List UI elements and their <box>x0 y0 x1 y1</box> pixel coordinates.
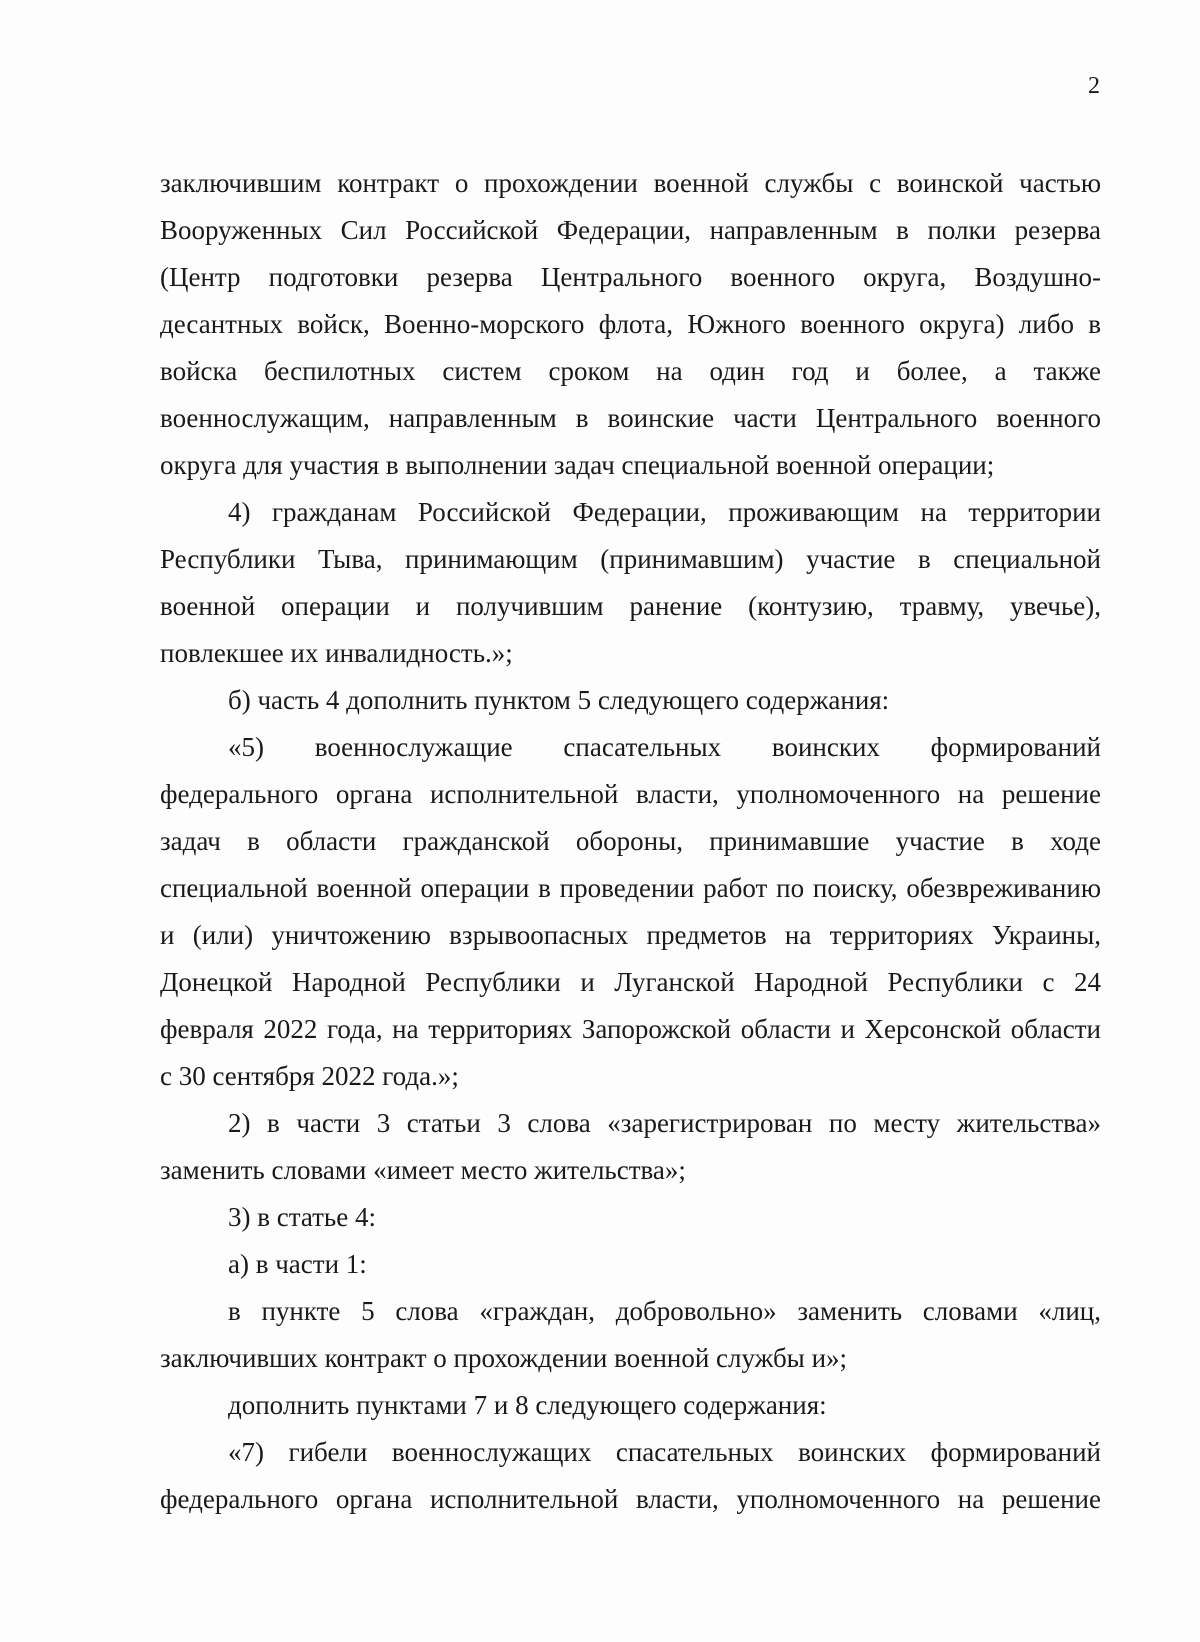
document-body <box>160 160 1101 1523</box>
text-line: военнослужащим, направленным в воинские части Центрального военного <box>160 403 1101 433</box>
text-line: б) часть 4 дополнить пунктом 5 следующего содержания: <box>228 685 890 715</box>
text-line: а) в части 1: <box>228 1249 367 1279</box>
text-line: февраля 2022 года, на территориях Запорожской области и Херсонской области <box>160 1014 1101 1044</box>
text-line: федерального органа исполнительной власти, уполномоченного на решение <box>160 1484 1101 1514</box>
text-line: 4) гражданам Российской Федерации, проживающим на территории <box>228 497 1101 527</box>
text-line: 3) в статье 4: <box>228 1202 376 1232</box>
text-line: 2) в части 3 статьи 3 слова «зарегистрирован по месту жительства» <box>228 1108 1101 1138</box>
text-line: и (или) уничтожению взрывоопасных предметов на территориях Украины, <box>160 920 1101 950</box>
page-number: 2 <box>1088 73 1100 99</box>
text-line: войска беспилотных систем сроком на один год и более, а также <box>160 356 1101 386</box>
text-line: (Центр подготовки резерва Центрального военного округа, Воздушно- <box>160 262 1101 292</box>
text-line: Донецкой Народной Республики и Луганской Народной Республики с 24 <box>160 967 1101 997</box>
text-line: десантных войск, Военно-морского флота, Южного военного округа) либо в <box>160 309 1101 339</box>
text-line: с 30 сентября 2022 года.»; <box>160 1061 459 1091</box>
text-line: специальной военной операции в проведении работ по поиску, обезвреживанию <box>160 873 1101 903</box>
text-line: федерального органа исполнительной власти, уполномоченного на решение <box>160 779 1101 809</box>
text-line: округа для участия в выполнении задач специальной военной операции; <box>160 450 995 480</box>
text-line: заключивших контракт о прохождении военной службы и»; <box>160 1343 848 1373</box>
text-line: военной операции и получившим ранение (контузию, травму, увечье), <box>160 591 1101 621</box>
text-line: Республики Тыва, принимающим (принимавшим) участие в специальной <box>160 544 1101 574</box>
text-line: повлекшее их инвалидность.»; <box>160 638 513 668</box>
text-line: заключившим контракт о прохождении военной службы с воинской частью <box>160 168 1101 198</box>
text-line: дополнить пунктами 7 и 8 следующего содержания: <box>228 1390 827 1420</box>
text-line: «5) военнослужащие спасательных воинских формирований <box>228 732 1101 762</box>
text-line: «7) гибели военнослужащих спасательных воинских формирований <box>228 1437 1101 1467</box>
text-line: задач в области гражданской обороны, принимавшие участие в ходе <box>160 826 1101 856</box>
text-line: заменить словами «имеет место жительства»; <box>160 1155 686 1185</box>
text-line: в пункте 5 слова «граждан, добровольно» заменить словами «лиц, <box>228 1296 1101 1326</box>
text-line: Вооруженных Сил Российской Федерации, направленным в полки резерва <box>160 215 1101 245</box>
